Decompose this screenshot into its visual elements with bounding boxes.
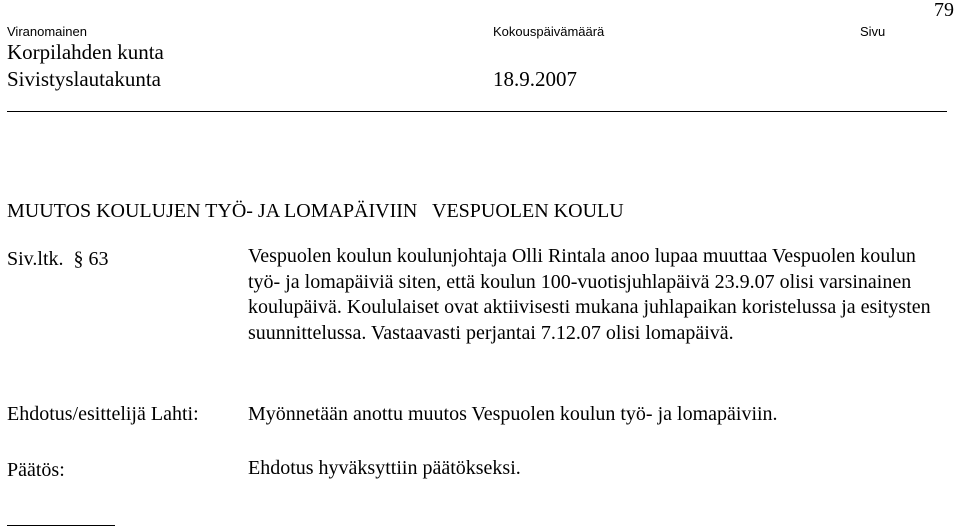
decision-text: Ehdotus hyväksyttiin päätökseksi. [248,457,521,479]
meeting-date-label: Kokouspäivämäärä [493,24,605,39]
header-divider [7,111,947,112]
page-number: 79 [934,0,954,21]
organization-name: Korpilahden kunta [7,40,164,64]
decision-label: Päätös: [7,459,65,481]
committee-name: Sivistyslautakunta [7,67,161,91]
section-title: MUUTOS KOULUJEN TYÖ- JA LOMAPÄIVIIN VESPUOLEN KOULU [7,200,624,222]
page-label: Sivu [860,24,886,39]
proposal-text: Myönnetään anottu muutos Vespuolen koulun työ- ja lomapäiviin. [248,403,778,425]
proposal-label: Ehdotus/esittelijä Lahti: [7,403,199,425]
official-label: Viranomainen [7,24,87,39]
case-reference: Siv.ltk. § 63 [7,248,109,270]
footer-divider [7,525,115,526]
meeting-date: 18.9.2007 [493,67,577,91]
case-body-text: Vespuolen koulun koulunjohtaja Olli Rintala anoo lupaa muuttaa Vespuolen koulun työ- ja lomapäiviä siten, että koulun 100-vuotisjuhlapäivä 23.9.07 olisi varsinainen koulupäivä. Koululaiset ovat aktiivisesti mukana juhlapaikan koristelussa ja esitysten suunnittelussa. Vastaavasti perjantai 7.12.07 olisi lomapäivä. [248,245,931,344]
